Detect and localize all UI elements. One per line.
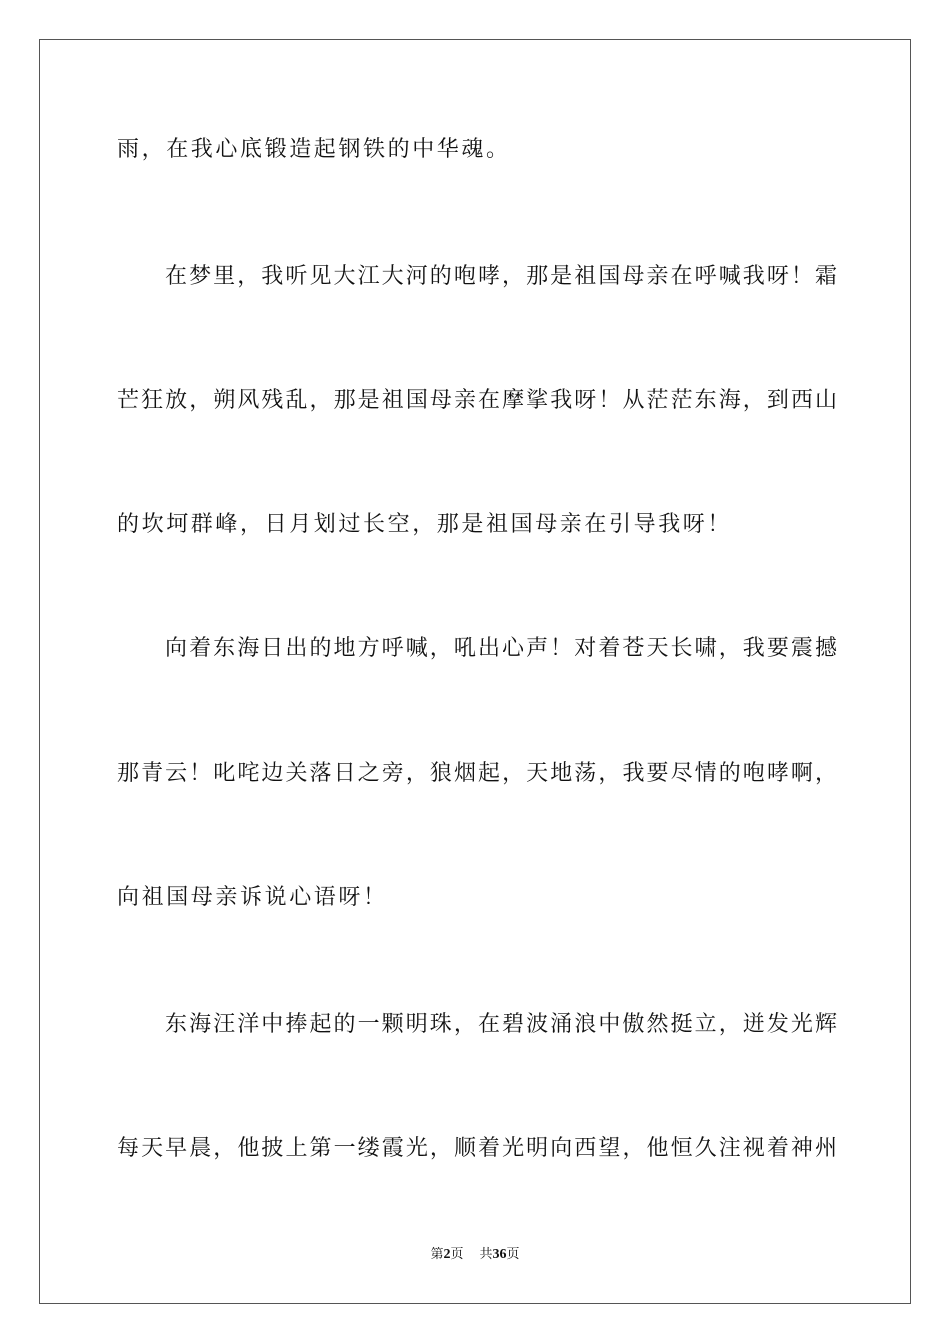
text-line: 那青云！叱咤边关落日之旁，狼烟起，天地荡，我要尽情的咆哮啊， bbox=[117, 761, 837, 786]
total-prefix: 共 bbox=[479, 1247, 493, 1262]
text-line: 雨，在我心底锻造起钢铁的中华魂。 bbox=[117, 137, 511, 162]
total-pages: 36 bbox=[492, 1247, 507, 1262]
text-line: 芒狂放，朔风残乱，那是祖国母亲在摩挲我呀！从茫茫东海，到西山 bbox=[117, 388, 837, 413]
page-footer bbox=[0, 1246, 950, 1264]
page-suffix: 页 bbox=[450, 1247, 464, 1262]
page-number: 2 bbox=[443, 1247, 451, 1262]
total-suffix: 页 bbox=[506, 1247, 520, 1262]
text-line: 的坎坷群峰，日月划过长空，那是祖国母亲在引导我呀！ bbox=[117, 512, 733, 537]
text-line: 向着东海日出的地方呼喊，吼出心声！对着苍天长啸，我要震撼 bbox=[165, 636, 837, 661]
text-line: 每天早晨，他披上第一缕霞光，顺着光明向西望，他恒久注视着神州 bbox=[117, 1136, 837, 1161]
text-line: 东海汪洋中捧起的一颗明珠，在碧波涌浪中傲然挺立，迸发光辉 bbox=[165, 1012, 837, 1037]
text-line: 向祖国母亲诉说心语呀！ bbox=[117, 885, 388, 910]
page-prefix: 第 bbox=[430, 1247, 444, 1262]
page-frame bbox=[39, 39, 911, 1304]
text-line: 在梦里，我听见大江大河的咆哮，那是祖国母亲在呼喊我呀！霜 bbox=[165, 264, 837, 289]
